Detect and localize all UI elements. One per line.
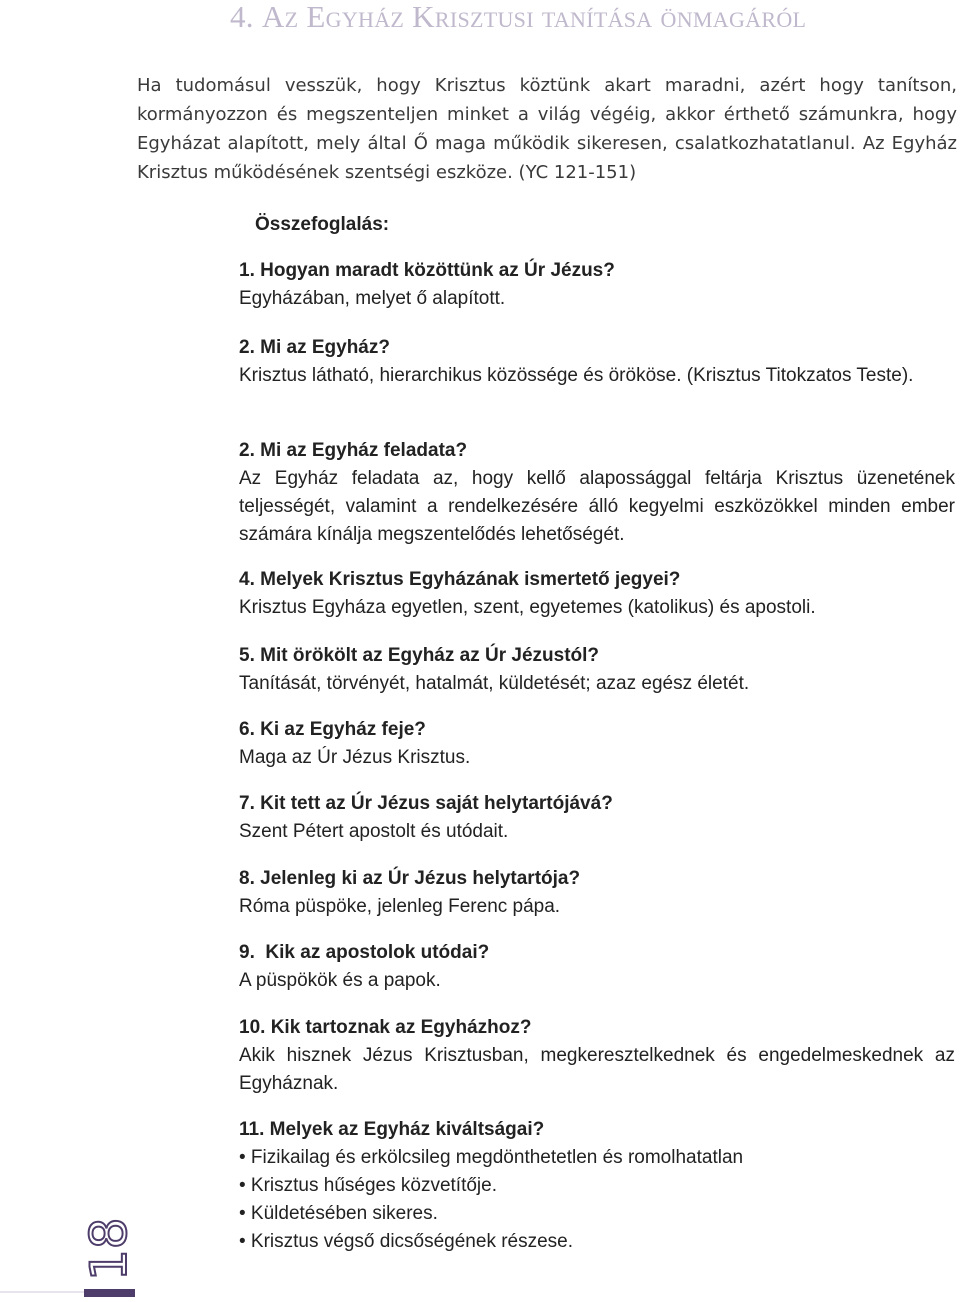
list-item: • Küldetésében sikeres. — [239, 1203, 438, 1224]
list-item: • Fizikailag és erkölcsileg megdönthetetlen és romolhatatlan — [239, 1147, 744, 1168]
question: 7. Kit tett az Úr Jézus saját helytartójává? — [239, 793, 613, 814]
answer: Krisztus látható, hierarchikus közössége és örököse. (Krisztus Titokzatos Teste). — [239, 365, 914, 386]
page-number-bar — [84, 1289, 135, 1297]
page-number: 18 — [80, 1217, 138, 1281]
chapter-title — [230, 0, 806, 34]
summary-heading: Összefoglalás: — [255, 214, 390, 235]
qa-item-7 — [239, 790, 955, 846]
qa-item-9 — [239, 939, 955, 995]
question: 4. Melyek Krisztus Egyházának ismertető jegyei? — [239, 569, 681, 590]
intro-paragraph: Ha tudomásul vesszük, hogy Krisztus köztünk akart maradni, azért hogy tanítson, kormányozzon és megszenteljen minket a világ végéig, akkor érthető számunkra, hogy Egyházat alapított, mely által Ő maga működik sikeresen, csalatkozhatatlanul. Az Egyház Krisztus működésének szentségi eszköze. (YC 121-151) — [137, 75, 957, 183]
chapter-number: 4. — [230, 0, 254, 34]
qa-item-11 — [239, 1116, 955, 1256]
answer: Tanítását, törvényét, hatalmát, küldetését; azaz egész életét. — [239, 673, 750, 694]
question: 2. Mi az Egyház feladata? — [239, 440, 468, 461]
qa-item-1 — [239, 257, 955, 313]
answer: A püspökök és a papok. — [239, 970, 441, 991]
question: 5. Mit örökölt az Egyház az Úr Jézustól? — [239, 645, 600, 666]
answer: Krisztus Egyháza egyetlen, szent, egyetemes (katolikus) és apostoli. — [239, 597, 816, 618]
answer: Róma püspöke, jelenleg Ferenc pápa. — [239, 896, 561, 917]
answer: Akik hisznek Jézus Krisztusban, megkeresztelkednek és engedelmeskednek az Egyháznak. — [239, 1045, 955, 1094]
qa-item-6 — [239, 716, 955, 772]
list-item: • Krisztus hűséges közvetítője. — [239, 1175, 497, 1196]
answer: Az Egyház feladata az, hogy kellő alapossággal feltárja Krisztus üzenetének teljességét, valamint a rendelkezésére álló kegyelmi eszközökkel minden ember számára kínálja megszentelődés lehetőségét. — [239, 468, 955, 545]
question: 11. Melyek az Egyház kiváltságai? — [239, 1119, 545, 1140]
answer: Egyházában, melyet ő alapított. — [239, 288, 506, 309]
question: 2. Mi az Egyház? — [239, 337, 390, 358]
question: 8. Jelenleg ki az Úr Jézus helytartója? — [239, 868, 581, 889]
chapter-title-text: Az Egyház Krisztusi tanítása önmagáról — [261, 0, 807, 34]
question: 10. Kik tartoznak az Egyházhoz? — [239, 1017, 532, 1038]
qa-item-2 — [239, 334, 955, 390]
privileges-list — [239, 1144, 955, 1256]
qa-item-3 — [239, 437, 955, 549]
question: 6. Ki az Egyház feje? — [239, 719, 426, 740]
qa-item-10 — [239, 1014, 955, 1098]
list-item: • Krisztus végső dicsőségének részese. — [239, 1231, 574, 1252]
question: 1. Hogyan maradt közöttünk az Úr Jézus? — [239, 260, 615, 281]
qa-item-5 — [239, 642, 955, 698]
footer-rule — [0, 1291, 84, 1293]
qa-item-8 — [239, 865, 955, 921]
answer: Maga az Úr Jézus Krisztus. — [239, 747, 471, 768]
qa-item-4 — [239, 566, 955, 622]
answer: Szent Pétert apostolt és utódait. — [239, 821, 509, 842]
question: 9. Kik az apostolok utódai? — [239, 942, 490, 963]
